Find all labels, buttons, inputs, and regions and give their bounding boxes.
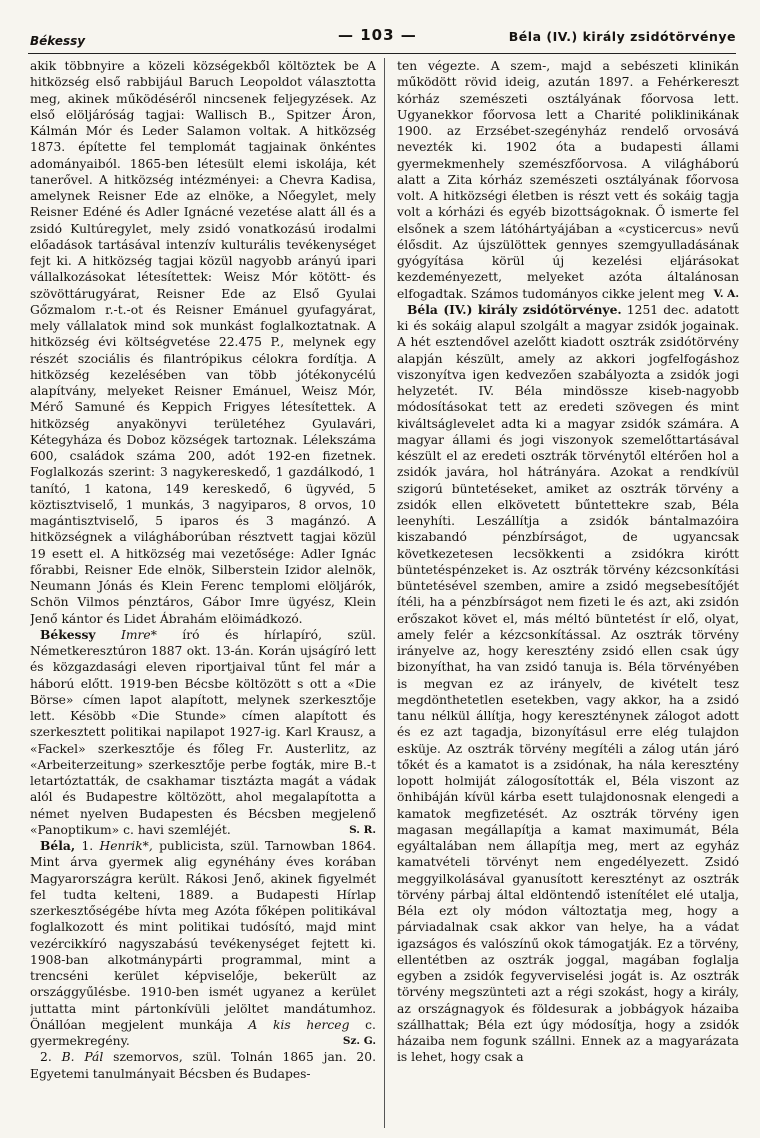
- entry-bela-iv-law: [397, 302, 739, 1066]
- header-left-title: Békessy: [30, 34, 86, 48]
- header-rule: [28, 53, 736, 54]
- signature-bela-pal: V. A.: [713, 287, 739, 300]
- entry-bela-pal-continuation: [397, 58, 739, 302]
- headword-bela: Béla,: [40, 838, 76, 853]
- left-column: [30, 58, 376, 1128]
- page-number: — 103 —: [338, 26, 417, 44]
- entry-bela-henrik: [30, 838, 376, 1049]
- text-bela-pal: szemorvos, szül. Tolnán 1865 jan. 20. Egyetemi tanulmányait Bécsben és Budapes-: [30, 1050, 376, 1081]
- signature-bela-henrik: Sz. G.: [342, 1035, 376, 1047]
- entry-bekessy: [30, 627, 376, 838]
- work-title-kis-herceg: A kis herceg: [248, 1017, 350, 1032]
- text-bela-henrik: publicista, szül. Tarnowban 1864. Mint árva gyermek alig egynéhány éves korában Magyarországra került. Rákosi Jenő, akinek figyelmét fel tudta kelteni, 1889. a Budapesti Hírlap szerkesztőségébe hívta meg Azóta főképen politikával foglalkozott és mint politikai tudósító, majd mint vezércikkíró nagyszabású tevékenységet fejtett ki. 1908-ban alkotmánypárti programmal, mint a trencséni kerület képviselője, bekerült az országgyűlésbe. 1910-ben ismét ugyanez a kerület juttatta mint pártonkívüli jelöltet mandátumhoz. Önállóan megjelent munkája: [30, 839, 376, 1032]
- number-bela-pal: 2.: [40, 1050, 52, 1065]
- text-bela-henrik-end: c. gyermekregény.: [30, 1017, 376, 1048]
- text-bela-pal-continued: ten végezte. A szem-, majd a sebészeti klinikán működött rövid ideig, azután 1897. a Fehérkereszt kórház szemészeti osztályának főorvosa lett. Ugyanekkor főorvosa lett a Charité poliklinikának 1900. az Erzsébet-szegényház rendelő orvosává nevezték ki. 1902 óta a budapesti állami gyermekmenhely szemészfőorvosa. A világháború alatt a Zita kórház szemészeti osztályának főorvosa volt. A hitközségi életben is részt vett és sokáig tagja volt a kórházi és egyéb bizottságoknak. Ő ismerte fel elsőnek a szem látóhártyájában a «cysticercus» nevű élősdit. Az újszülöttek gennyes szemgyulladásának gyógyítása körül új kezelési eljárásokat kezdeményezett, melyeket azóta általánosan elfogadtak. Számos tudományos cikke jelent meg: [397, 59, 739, 301]
- name-bela-pal: B. Pál: [61, 1050, 104, 1065]
- column-divider: [384, 58, 385, 1128]
- signature-bekessy: S. R.: [349, 823, 376, 836]
- text-bela-iv-law: 1251 dec. adatott ki és sokáig alapul szolgált a magyar zsidók jogainak. A hét esztendővel azelőtt kiadott osztrák zsidótörvény alapján készült, amely az akkori jogfelfogáshoz viszonyítva igen kedvezően szabályozta a zsidók jogi helyzetét. IV. Béla mindössze kiseb-nagyobb módosításokat tett az eredeti szövegen és mint kiváltságlevelet adta ki a magyar zsidók számára. A magyar állami és jogi viszonyok szemelőttartásával készült el az eredeti osztrák törvénytől eltérően hol a zsidók javára, hol hátrányára. Azokat a rendkívül szigorú büntetéseket, amiket az osztrák törvény a zsidók ellen elkövetett bűntettekre szab, Béla leenyhíti. Leszállítja a zsidók bántalmazóira kiszabandó pénzbírságot, de ugyancsak következetesen lecsökkenti a zsidókra kirótt büntetéspénzeket is. Az osztrák törvény kézcsonkítási büntetésével szemben, amire a zsidó megsebesítőjét ítéli, ha a pénzbírságot nem fizeti le és azt, aki zsidón erőszakot követ el, más méltó büntetést ír elő, olyat, amely felér a kézcsonkítással. Az osztrák törvény irányelve az, hogy keresztény zsidó ellen csak úgy bizonyíthat, ha van zsidó tanuja is. Béla törvényében is megvan ez az irányelv, de kivételt tesz megdönthetetlen esetekben, vagy akkor, ha a zsidó tanu nélkül állítja, hogy kereszténynek zálogot adott és ez azt tagadja, bizonyításul erre elég tulajdon esküje. Az osztrák törvény megítéli a zálog után járó tőkét és a kamatot is a zsidónak, ha nála keresztény lopott holmiját zálogosították el, Béla viszont az önhibáján kívül kárba esett tulajdonosnak elengedi a kamatok megfizetését. Az osztrák törvény igen magasan megállapítja a kamat maximumát, Béla egyáltalában nem állapítja meg, mert az egyház kamatvételi törvényt nem engedélyezett. Zsidó meggyilkolásával gyanusított keresztényt az osztrák törvény párbaj által eldöntendő istenítélet elé utalja, Béla ezt oly módon változtatja meg, hogy a párviadalnak csak akkor van helye, ha a vádat igazságos és valószínű okok támogatják. Ez a törvény, ellentétben az osztrák joggal, magában foglalja egyben a zsidók fegyverviselési jogát is. Az osztrák törvény megszünteti azt a régi szokást, hogy a király, az országnagyok és földesurak a jobbágyok házaiba szállhattak; Béla ezt úgy módosítja, hogy a zsidók házaiba nem fogunk szállni. Ennek az a magyarázata is lehet, hogy csak a: [397, 302, 739, 1065]
- right-column: [397, 58, 739, 1128]
- name-bekessy: Imre*: [121, 627, 157, 642]
- article-gyula-continuation: akik többnyire a közeli községekből költöztek be A hitközség első rabbijául Baruch Leopoldot választotta meg, akinek működéséről nincsenek feljegyzések. Az első elöljáróság tagjai: Wallisch B., Spitzer Áron, Kálmán Mór és Leder Salamon voltak. A hitközség 1873. építette fel templomát tagjainak önkéntes adományaiból. 1865-ben létesült elemi iskolája, két tanerővel. A hitközség intézményei: a Chevra Kadisa, amelynek Reisner Ede az elnöke, a Nőegylet, mely Reisner Edéné és Adler Ignácné vezetése alatt áll és a zsidó Kultúregylet, mely zsidó vonatkozású irodalmi előadások tartásával intenzív kulturális tevékenységet fejt ki. A hitközség tagjai közül nagyobb arányú ipari vállalkozásokat létesítettek: Weisz Mór kötött- és szövöttárugyárat, Reisner Ede az Első Gyulai Gőzmalom r.-t.-ot és Reisner Emánuel gyufagyárat, mely vállalatok mind sok munkást foglalkoztatnak. A hitközség évi költségvetése 22.475 P., melynek egy részét szociális és filantrópikus célokra fordítja. A hitközség kezelésében van több jótékonycélú alapítvány, melyeket Reisner Emánuel, Weisz Mór, Mérő Samuné és Keppich Frigyes létesítettek. A hitközség anyakönyvi területéhez Gyulavári, Kétegyháza és Doboz községek tartoznak. Lélekszáma 600, családok száma 200, adót 192-en fizetnek. Foglalkozás szerint: 3 nagykereskedő, 1 gazdálkodó, 1 tanító, 1 katona, 149 kereskedő, 6 ügyvéd, 5 köztisztviselő, 1 munkás, 3 nagyiparos, 8 orvos, 10 magántisztviselő, 5 iparos és 3 magánzó. A hitközségnek a világháborúban résztvett tagjai közül 19 esett el. A hitközség mai vezetősége: Adler Ignác főrabbi, Reisner Ede elnök, Silberstein Izidor alelnök, Neumann Jónás és Klein Ferenc templomi elöljárók, Schön Vilmos pénztáros, Gábor Imre ügyész, Klein Jenő kántor és Lidet Ábrahám elöimádkozó.: [30, 59, 376, 626]
- headword-bekessy: Békessy: [40, 626, 96, 642]
- text-bekessy: író és hírlapíró, szül. Németkeresztúron 1887 okt. 13-án. Korán ujságíró lett és közgazdasági eleven riportjaival tűnt fel már a háború előtt. 1919-ben Bécsbe költözött s ott a «Die Börse» címen lapot alapított, melynek szerkesztője lett. Késöbb «Die Stunde» címen alapított és szerkesztett politikai napilapot 1927-ig. Karl Krausz, a «Fackel» szerkesztője és főleg Fr. Austerlitz, az «Arbeiterzeitung» szerkesztője perbe fogták, mire B.-t letartóztatták, de csakhamar tisztázta magát a vádak alól és Budapestre költözött, ahol megalapította a német nyelven Budapesten és Bécsben megjelenő «Panoptikum» c. havi szemléjét.: [30, 627, 376, 837]
- running-header: [28, 26, 736, 50]
- entry-bela-pal: [30, 1049, 376, 1082]
- name-bela-henrik: Henrik*,: [99, 839, 153, 853]
- header-right-title: Béla (IV.) király zsidótörvénye: [508, 29, 736, 44]
- headword-bela-iv-law: Béla (IV.) király zsidótörvénye.: [407, 301, 622, 317]
- number-bela-henrik: 1.: [81, 839, 94, 853]
